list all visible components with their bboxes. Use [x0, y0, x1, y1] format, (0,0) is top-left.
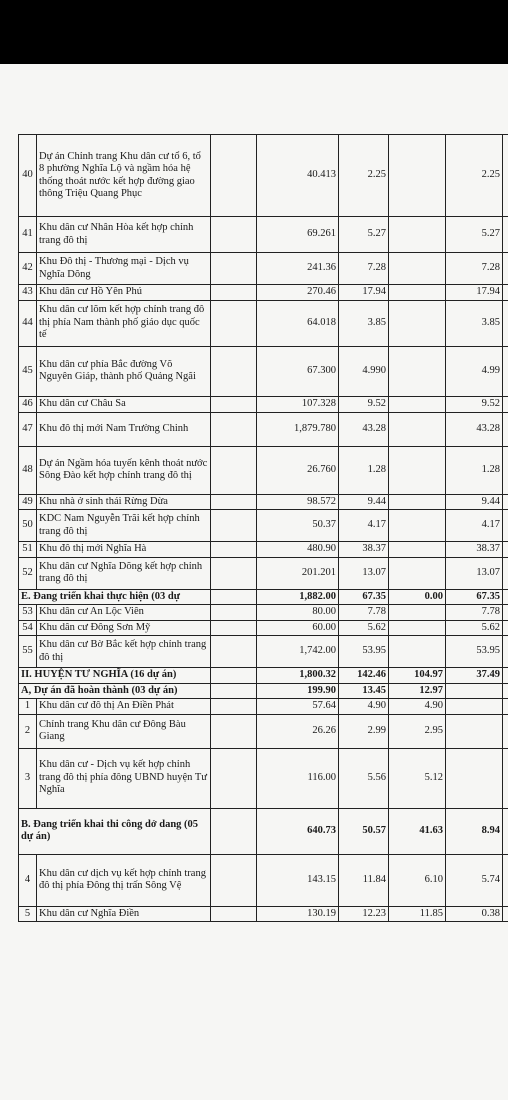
table-row — [19, 605, 508, 621]
value-cell-5: 4.17 — [446, 510, 503, 542]
value-cell-4 — [389, 510, 446, 542]
value-cell-3: 4.990 — [339, 346, 389, 396]
stt-cell: 50 — [19, 510, 37, 542]
note-cell — [503, 300, 508, 346]
area-cell: 116.00 — [257, 748, 339, 808]
value-cell-3: 7.78 — [339, 605, 389, 621]
value-cell-5: 3.85 — [446, 300, 503, 346]
note-cell — [503, 683, 508, 699]
group-title-cell: A, Dự án đã hoàn thành (03 dự án) — [19, 683, 211, 699]
note-cell — [503, 135, 508, 217]
value-cell-4: 5.12 — [389, 748, 446, 808]
table-row — [19, 253, 508, 285]
table-row — [19, 557, 508, 589]
table-row — [19, 906, 508, 922]
area-cell: 26.26 — [257, 714, 339, 748]
value-cell-5: 67.35 — [446, 589, 503, 605]
note-cell — [503, 217, 508, 253]
project-name-cell: KDC Nam Nguyễn Trãi kết hợp chỉnh trang đô thị — [37, 510, 211, 542]
value-cell-1 — [211, 253, 257, 285]
project-name-cell: Khu dân cư Nghĩa Điền — [37, 906, 211, 922]
project-name-cell: Khu dân cư Bờ Bắc kết hợp chỉnh trang đô thị — [37, 636, 211, 668]
value-cell-4: 12.97 — [389, 683, 446, 699]
project-name-cell: Khu Đô thị - Thương mại - Dịch vụ Nghĩa Dõng — [37, 253, 211, 285]
value-cell-5: 38.37 — [446, 542, 503, 558]
value-cell-5 — [446, 683, 503, 699]
stt-cell: 4 — [19, 854, 37, 906]
value-cell-4: 2.95 — [389, 714, 446, 748]
area-cell: 69.261 — [257, 217, 339, 253]
value-cell-4 — [389, 217, 446, 253]
value-cell-1 — [211, 346, 257, 396]
note-cell — [503, 396, 508, 412]
value-cell-3: 13.07 — [339, 557, 389, 589]
value-cell-4 — [389, 346, 446, 396]
value-cell-3: 1.28 — [339, 446, 389, 494]
value-cell-4 — [389, 396, 446, 412]
value-cell-1 — [211, 300, 257, 346]
value-cell-1 — [211, 510, 257, 542]
value-cell-4 — [389, 636, 446, 668]
value-cell-4: 11.85 — [389, 906, 446, 922]
value-cell-4: 4.90 — [389, 699, 446, 715]
value-cell-3: 142.46 — [339, 668, 389, 684]
value-cell-1 — [211, 748, 257, 808]
value-cell-4 — [389, 412, 446, 446]
value-cell-1 — [211, 135, 257, 217]
stt-cell: 1 — [19, 699, 37, 715]
area-cell: 143.15 — [257, 854, 339, 906]
value-cell-5: 13.07 — [446, 557, 503, 589]
group-row — [19, 589, 508, 605]
table-row — [19, 714, 508, 748]
area-cell: 1,800.32 — [257, 668, 339, 684]
area-cell: 50.37 — [257, 510, 339, 542]
value-cell-5: 37.49 — [446, 668, 503, 684]
stt-cell: 55 — [19, 636, 37, 668]
value-cell-5: 7.78 — [446, 605, 503, 621]
area-cell: 80.00 — [257, 605, 339, 621]
value-cell-1 — [211, 668, 257, 684]
note-cell — [503, 542, 508, 558]
group-title-cell: E. Đang triển khai thực hiện (03 dự — [19, 589, 211, 605]
stt-cell: 51 — [19, 542, 37, 558]
value-cell-1 — [211, 714, 257, 748]
value-cell-3: 38.37 — [339, 542, 389, 558]
group-row — [19, 808, 508, 854]
value-cell-4 — [389, 446, 446, 494]
table-row — [19, 300, 508, 346]
area-cell: 201.201 — [257, 557, 339, 589]
value-cell-1 — [211, 412, 257, 446]
value-cell-3: 9.44 — [339, 494, 389, 510]
area-cell: 40.413 — [257, 135, 339, 217]
area-cell: 130.19 — [257, 906, 339, 922]
value-cell-3: 12.23 — [339, 906, 389, 922]
value-cell-3: 53.95 — [339, 636, 389, 668]
value-cell-5: 9.52 — [446, 396, 503, 412]
project-name-cell: Khu dân cư - Dịch vụ kết hợp chỉnh trang đô thị phía đông UBND huyện Tư Nghĩa — [37, 748, 211, 808]
value-cell-4 — [389, 605, 446, 621]
stt-cell: 42 — [19, 253, 37, 285]
note-cell — [503, 699, 508, 715]
project-name-cell: Khu dân cư An Lộc Viên — [37, 605, 211, 621]
table-row — [19, 620, 508, 636]
project-name-cell: Dự án Ngầm hóa tuyến kênh thoát nước Sông Đào kết hợp chỉnh trang đô thị — [37, 446, 211, 494]
note-cell — [503, 412, 508, 446]
table-row — [19, 412, 508, 446]
value-cell-3: 3.85 — [339, 300, 389, 346]
value-cell-5 — [446, 714, 503, 748]
area-cell: 26.760 — [257, 446, 339, 494]
area-cell: 480.90 — [257, 542, 339, 558]
value-cell-3: 17.94 — [339, 285, 389, 301]
table-row — [19, 285, 508, 301]
table-row — [19, 542, 508, 558]
project-table — [18, 134, 508, 922]
table-row — [19, 396, 508, 412]
project-name-cell: Khu dân cư Hồ Yên Phú — [37, 285, 211, 301]
note-cell — [503, 510, 508, 542]
value-cell-3: 5.56 — [339, 748, 389, 808]
note-cell — [503, 668, 508, 684]
note-cell — [503, 253, 508, 285]
project-name-cell: Khu dân cư Đông Sơn Mỹ — [37, 620, 211, 636]
table-row — [19, 854, 508, 906]
area-cell: 1,742.00 — [257, 636, 339, 668]
note-cell — [503, 748, 508, 808]
note-cell — [503, 589, 508, 605]
value-cell-3: 13.45 — [339, 683, 389, 699]
area-cell: 57.64 — [257, 699, 339, 715]
project-name-cell: Khu dân cư phía Bắc đường Võ Nguyên Giáp, thành phố Quảng Ngãi — [37, 346, 211, 396]
area-cell: 107.328 — [257, 396, 339, 412]
project-name-cell: Khu đô thị mới Nam Trường Chinh — [37, 412, 211, 446]
stt-cell: 40 — [19, 135, 37, 217]
project-name-cell: Chỉnh trang Khu dân cư Đông Bàu Giang — [37, 714, 211, 748]
area-cell: 241.36 — [257, 253, 339, 285]
project-name-cell: Dự án Chỉnh trang Khu dân cư tổ 6, tổ 8 phường Nghĩa Lộ và ngầm hóa hệ thống thoát nước kết hợp đường giao thông Triệu Quang Phục — [37, 135, 211, 217]
value-cell-5: 5.62 — [446, 620, 503, 636]
value-cell-5 — [446, 748, 503, 808]
value-cell-5: 0.38 — [446, 906, 503, 922]
value-cell-3: 50.57 — [339, 808, 389, 854]
project-name-cell: Khu dân cư đô thị An Điền Phát — [37, 699, 211, 715]
project-name-cell: Khu dân cư lõm kết hợp chỉnh trang đô thị phía Nam thành phố giáo dục quốc tế — [37, 300, 211, 346]
area-cell: 1,882.00 — [257, 589, 339, 605]
value-cell-1 — [211, 605, 257, 621]
value-cell-4: 0.00 — [389, 589, 446, 605]
area-cell: 1,879.780 — [257, 412, 339, 446]
value-cell-3: 2.99 — [339, 714, 389, 748]
table-row — [19, 135, 508, 217]
project-name-cell: Khu dân cư Nghĩa Dõng kết hợp chỉnh trang đô thị — [37, 557, 211, 589]
group-title-cell: B. Đang triển khai thi công dở dang (05 dự án) — [19, 808, 211, 854]
area-cell: 98.572 — [257, 494, 339, 510]
table-row — [19, 217, 508, 253]
value-cell-5: 7.28 — [446, 253, 503, 285]
stt-cell: 48 — [19, 446, 37, 494]
stt-cell: 2 — [19, 714, 37, 748]
value-cell-4 — [389, 557, 446, 589]
value-cell-3: 9.52 — [339, 396, 389, 412]
table-row — [19, 699, 508, 715]
note-cell — [503, 906, 508, 922]
note-cell — [503, 620, 508, 636]
project-name-cell: Khu đô thị mới Nghĩa Hà — [37, 542, 211, 558]
value-cell-3: 43.28 — [339, 412, 389, 446]
stt-cell: 41 — [19, 217, 37, 253]
value-cell-1 — [211, 396, 257, 412]
value-cell-1 — [211, 683, 257, 699]
value-cell-5: 53.95 — [446, 636, 503, 668]
value-cell-1 — [211, 542, 257, 558]
value-cell-1 — [211, 699, 257, 715]
value-cell-1 — [211, 906, 257, 922]
project-name-cell: Khu dân cư Nhân Hòa kết hợp chỉnh trang đô thị — [37, 217, 211, 253]
value-cell-1 — [211, 589, 257, 605]
table-row — [19, 446, 508, 494]
value-cell-3: 4.90 — [339, 699, 389, 715]
stt-cell: 45 — [19, 346, 37, 396]
stt-cell: 52 — [19, 557, 37, 589]
value-cell-1 — [211, 620, 257, 636]
stt-cell: 43 — [19, 285, 37, 301]
table-body — [19, 135, 508, 922]
value-cell-4: 6.10 — [389, 854, 446, 906]
stt-cell: 47 — [19, 412, 37, 446]
stt-cell: 44 — [19, 300, 37, 346]
value-cell-1 — [211, 446, 257, 494]
value-cell-3: 2.25 — [339, 135, 389, 217]
note-cell — [503, 494, 508, 510]
table-row — [19, 494, 508, 510]
value-cell-5: 1.28 — [446, 446, 503, 494]
stt-cell: 5 — [19, 906, 37, 922]
value-cell-5: 2.25 — [446, 135, 503, 217]
table-row — [19, 346, 508, 396]
value-cell-3: 4.17 — [339, 510, 389, 542]
value-cell-1 — [211, 557, 257, 589]
note-cell — [503, 346, 508, 396]
note-cell — [503, 808, 508, 854]
stt-cell: 3 — [19, 748, 37, 808]
note-cell — [503, 285, 508, 301]
note-cell — [503, 714, 508, 748]
value-cell-5: 5.27 — [446, 217, 503, 253]
value-cell-3: 5.27 — [339, 217, 389, 253]
value-cell-1 — [211, 285, 257, 301]
value-cell-1 — [211, 808, 257, 854]
stt-cell: 54 — [19, 620, 37, 636]
table-row — [19, 510, 508, 542]
value-cell-3: 7.28 — [339, 253, 389, 285]
value-cell-4 — [389, 494, 446, 510]
note-cell — [503, 557, 508, 589]
group-title-cell: II. HUYỆN TƯ NGHĨA (16 dự án) — [19, 668, 211, 684]
value-cell-5: 8.94 — [446, 808, 503, 854]
value-cell-1 — [211, 854, 257, 906]
value-cell-5: 5.74 — [446, 854, 503, 906]
stt-cell: 46 — [19, 396, 37, 412]
table-row — [19, 748, 508, 808]
value-cell-4 — [389, 300, 446, 346]
stt-cell: 49 — [19, 494, 37, 510]
value-cell-4: 104.97 — [389, 668, 446, 684]
stt-cell: 53 — [19, 605, 37, 621]
value-cell-5: 17.94 — [446, 285, 503, 301]
group-row — [19, 668, 508, 684]
project-name-cell: Khu dân cư Châu Sa — [37, 396, 211, 412]
note-cell — [503, 605, 508, 621]
area-cell: 270.46 — [257, 285, 339, 301]
top-black-bar — [0, 0, 508, 64]
value-cell-1 — [211, 636, 257, 668]
table-row — [19, 636, 508, 668]
note-cell — [503, 854, 508, 906]
value-cell-4 — [389, 285, 446, 301]
value-cell-3: 11.84 — [339, 854, 389, 906]
area-cell: 640.73 — [257, 808, 339, 854]
value-cell-4 — [389, 253, 446, 285]
value-cell-4 — [389, 135, 446, 217]
value-cell-1 — [211, 494, 257, 510]
value-cell-3: 67.35 — [339, 589, 389, 605]
area-cell: 199.90 — [257, 683, 339, 699]
area-cell: 60.00 — [257, 620, 339, 636]
area-cell: 67.300 — [257, 346, 339, 396]
value-cell-4 — [389, 620, 446, 636]
area-cell: 64.018 — [257, 300, 339, 346]
value-cell-4 — [389, 542, 446, 558]
value-cell-1 — [211, 217, 257, 253]
note-cell — [503, 636, 508, 668]
value-cell-3: 5.62 — [339, 620, 389, 636]
project-name-cell: Khu dân cư dịch vụ kết hợp chỉnh trang đô thị phía Đông thị trấn Sông Vệ — [37, 854, 211, 906]
value-cell-5: 4.99 — [446, 346, 503, 396]
value-cell-5 — [446, 699, 503, 715]
project-name-cell: Khu nhà ở sinh thái Rừng Dừa — [37, 494, 211, 510]
value-cell-5: 9.44 — [446, 494, 503, 510]
value-cell-4: 41.63 — [389, 808, 446, 854]
value-cell-5: 43.28 — [446, 412, 503, 446]
group-row — [19, 683, 508, 699]
note-cell — [503, 446, 508, 494]
